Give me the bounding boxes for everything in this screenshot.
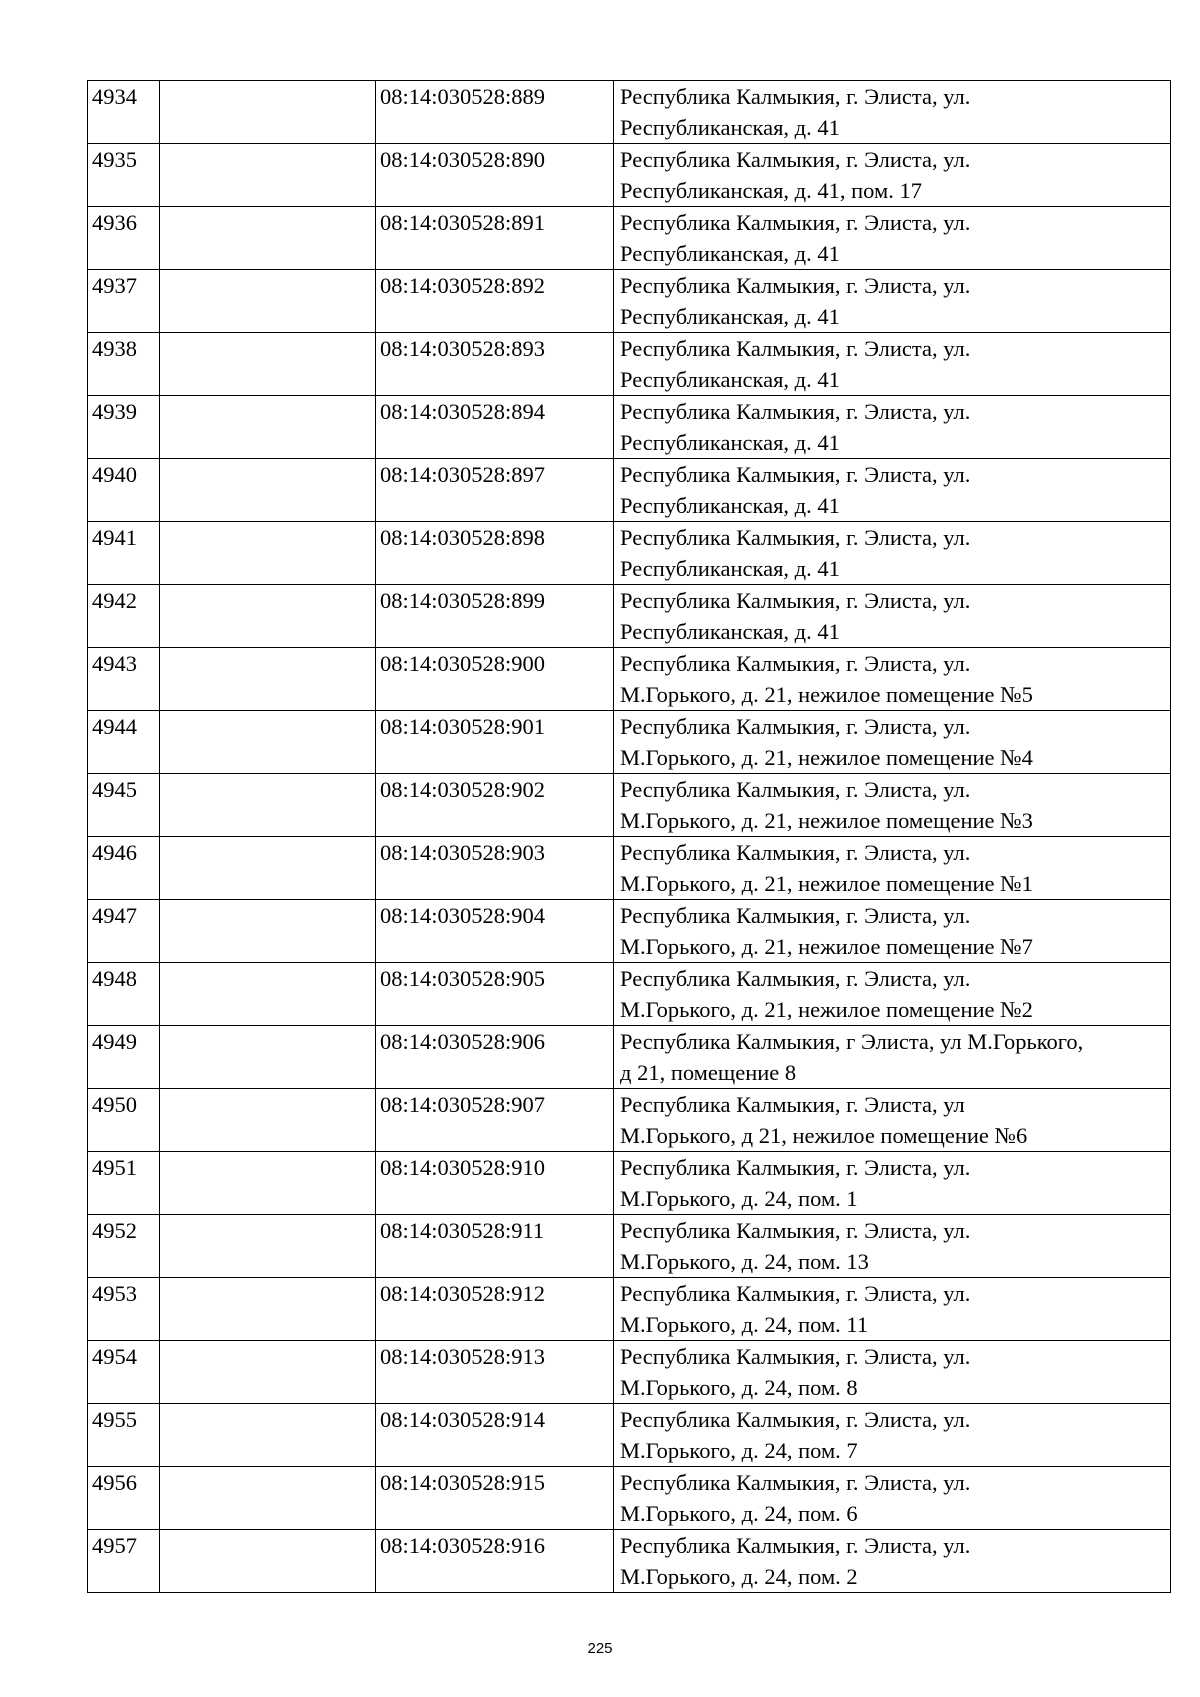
cadastral-number-cell: 08:14:030528:891	[376, 207, 614, 270]
address-cell: Республика Калмыкия, г. Элиста, ул. М.Горького, д. 21, нежилое помещение №5	[614, 648, 1171, 711]
row-number-cell: 4938	[88, 333, 160, 396]
row-empty-cell	[160, 270, 376, 333]
row-number-cell: 4957	[88, 1530, 160, 1593]
address-cell: Республика Калмыкия, г. Элиста, ул М.Горького, д 21, нежилое помещение №6	[614, 1089, 1171, 1152]
row-number-cell: 4956	[88, 1467, 160, 1530]
table-row	[88, 1404, 1171, 1467]
table-row	[88, 459, 1171, 522]
table-row	[88, 1341, 1171, 1404]
cadastral-number-cell: 08:14:030528:894	[376, 396, 614, 459]
row-empty-cell	[160, 648, 376, 711]
cadastral-number-cell: 08:14:030528:901	[376, 711, 614, 774]
table-row	[88, 1089, 1171, 1152]
row-empty-cell	[160, 207, 376, 270]
table-row	[88, 144, 1171, 207]
cadastral-number-cell: 08:14:030528:915	[376, 1467, 614, 1530]
row-empty-cell	[160, 144, 376, 207]
row-empty-cell	[160, 585, 376, 648]
cadastral-number-cell: 08:14:030528:912	[376, 1278, 614, 1341]
row-number-cell: 4955	[88, 1404, 160, 1467]
cadastral-number-cell: 08:14:030528:905	[376, 963, 614, 1026]
row-empty-cell	[160, 1278, 376, 1341]
row-number-cell: 4943	[88, 648, 160, 711]
address-cell: Республика Калмыкия, г. Элиста, ул. Республиканская, д. 41	[614, 270, 1171, 333]
row-empty-cell	[160, 396, 376, 459]
table-row	[88, 396, 1171, 459]
address-cell: Республика Калмыкия, г. Элиста, ул. М.Горького, д. 24, пом. 7	[614, 1404, 1171, 1467]
cadastral-number-cell: 08:14:030528:906	[376, 1026, 614, 1089]
address-cell: Республика Калмыкия, г. Элиста, ул. М.Горького, д. 24, пом. 2	[614, 1530, 1171, 1593]
address-cell: Республика Калмыкия, г. Элиста, ул. М.Горького, д. 21, нежилое помещение №2	[614, 963, 1171, 1026]
address-cell: Республика Калмыкия, г. Элиста, ул. М.Горького, д. 21, нежилое помещение №7	[614, 900, 1171, 963]
row-number-cell: 4941	[88, 522, 160, 585]
cadastral-number-cell: 08:14:030528:914	[376, 1404, 614, 1467]
row-number-cell: 4942	[88, 585, 160, 648]
address-cell: Республика Калмыкия, г. Элиста, ул. М.Горького, д. 24, пом. 6	[614, 1467, 1171, 1530]
cadastral-number-cell: 08:14:030528:893	[376, 333, 614, 396]
cadastral-number-cell: 08:14:030528:902	[376, 774, 614, 837]
address-cell: Республика Калмыкия, г Элиста, ул М.Горького, д 21, помещение 8	[614, 1026, 1171, 1089]
table-row	[88, 207, 1171, 270]
address-cell: Республика Калмыкия, г. Элиста, ул. Республиканская, д. 41	[614, 81, 1171, 144]
table-row	[88, 1026, 1171, 1089]
cadastral-number-cell: 08:14:030528:898	[376, 522, 614, 585]
row-number-cell: 4934	[88, 81, 160, 144]
row-empty-cell	[160, 81, 376, 144]
row-number-cell: 4939	[88, 396, 160, 459]
address-cell: Республика Калмыкия, г. Элиста, ул. Республиканская, д. 41	[614, 585, 1171, 648]
row-number-cell: 4940	[88, 459, 160, 522]
table-row	[88, 774, 1171, 837]
table-row	[88, 837, 1171, 900]
address-cell: Республика Калмыкия, г. Элиста, ул. Республиканская, д. 41	[614, 207, 1171, 270]
cadastral-number-cell: 08:14:030528:889	[376, 81, 614, 144]
cadastral-number-cell: 08:14:030528:907	[376, 1089, 614, 1152]
table-row	[88, 1215, 1171, 1278]
row-number-cell: 4946	[88, 837, 160, 900]
row-empty-cell	[160, 1026, 376, 1089]
cadastral-number-cell: 08:14:030528:890	[376, 144, 614, 207]
address-cell: Республика Калмыкия, г. Элиста, ул. М.Горького, д. 21, нежилое помещение №3	[614, 774, 1171, 837]
cadastral-number-cell: 08:14:030528:911	[376, 1215, 614, 1278]
row-number-cell: 4935	[88, 144, 160, 207]
cadastral-number-cell: 08:14:030528:913	[376, 1341, 614, 1404]
row-number-cell: 4951	[88, 1152, 160, 1215]
table-row	[88, 585, 1171, 648]
address-cell: Республика Калмыкия, г. Элиста, ул. М.Горького, д. 21, нежилое помещение №4	[614, 711, 1171, 774]
table-row	[88, 1278, 1171, 1341]
address-cell: Республика Калмыкия, г. Элиста, ул. М.Горького, д. 24, пом. 13	[614, 1215, 1171, 1278]
row-empty-cell	[160, 900, 376, 963]
row-number-cell: 4952	[88, 1215, 160, 1278]
table-row	[88, 963, 1171, 1026]
row-empty-cell	[160, 1152, 376, 1215]
row-empty-cell	[160, 333, 376, 396]
table-row	[88, 1152, 1171, 1215]
row-empty-cell	[160, 1341, 376, 1404]
row-empty-cell	[160, 711, 376, 774]
cadastral-number-cell: 08:14:030528:916	[376, 1530, 614, 1593]
address-cell: Республика Калмыкия, г. Элиста, ул. Республиканская, д. 41	[614, 396, 1171, 459]
cadastral-number-cell: 08:14:030528:903	[376, 837, 614, 900]
table-row	[88, 648, 1171, 711]
row-number-cell: 4937	[88, 270, 160, 333]
address-cell: Республика Калмыкия, г. Элиста, ул. М.Горького, д. 21, нежилое помещение №1	[614, 837, 1171, 900]
row-number-cell: 4936	[88, 207, 160, 270]
row-number-cell: 4945	[88, 774, 160, 837]
property-registry-table	[87, 80, 1171, 1593]
row-empty-cell	[160, 963, 376, 1026]
row-number-cell: 4949	[88, 1026, 160, 1089]
row-empty-cell	[160, 837, 376, 900]
row-empty-cell	[160, 1530, 376, 1593]
row-empty-cell	[160, 1467, 376, 1530]
registry-table-body	[88, 81, 1171, 1593]
cadastral-number-cell: 08:14:030528:904	[376, 900, 614, 963]
row-number-cell: 4950	[88, 1089, 160, 1152]
cadastral-number-cell: 08:14:030528:900	[376, 648, 614, 711]
address-cell: Республика Калмыкия, г. Элиста, ул. М.Горького, д. 24, пом. 11	[614, 1278, 1171, 1341]
row-empty-cell	[160, 1404, 376, 1467]
row-empty-cell	[160, 459, 376, 522]
page-number: 225	[587, 1640, 613, 1657]
table-row	[88, 900, 1171, 963]
cadastral-number-cell: 08:14:030528:897	[376, 459, 614, 522]
row-number-cell: 4944	[88, 711, 160, 774]
row-empty-cell	[160, 522, 376, 585]
row-number-cell: 4954	[88, 1341, 160, 1404]
row-empty-cell	[160, 1089, 376, 1152]
address-cell: Республика Калмыкия, г. Элиста, ул. Республиканская, д. 41	[614, 522, 1171, 585]
table-row	[88, 81, 1171, 144]
address-cell: Республика Калмыкия, г. Элиста, ул. Республиканская, д. 41	[614, 459, 1171, 522]
table-row	[88, 270, 1171, 333]
address-cell: Республика Калмыкия, г. Элиста, ул. Республиканская, д. 41	[614, 333, 1171, 396]
row-number-cell: 4947	[88, 900, 160, 963]
cadastral-number-cell: 08:14:030528:910	[376, 1152, 614, 1215]
table-row	[88, 1530, 1171, 1593]
address-cell: Республика Калмыкия, г. Элиста, ул. М.Горького, д. 24, пом. 8	[614, 1341, 1171, 1404]
cadastral-number-cell: 08:14:030528:899	[376, 585, 614, 648]
row-number-cell: 4948	[88, 963, 160, 1026]
row-empty-cell	[160, 1215, 376, 1278]
table-row	[88, 711, 1171, 774]
address-cell: Республика Калмыкия, г. Элиста, ул. Республиканская, д. 41, пом. 17	[614, 144, 1171, 207]
row-number-cell: 4953	[88, 1278, 160, 1341]
table-row	[88, 1467, 1171, 1530]
table-row	[88, 333, 1171, 396]
address-cell: Республика Калмыкия, г. Элиста, ул. М.Горького, д. 24, пом. 1	[614, 1152, 1171, 1215]
cadastral-number-cell: 08:14:030528:892	[376, 270, 614, 333]
row-empty-cell	[160, 774, 376, 837]
table-row	[88, 522, 1171, 585]
